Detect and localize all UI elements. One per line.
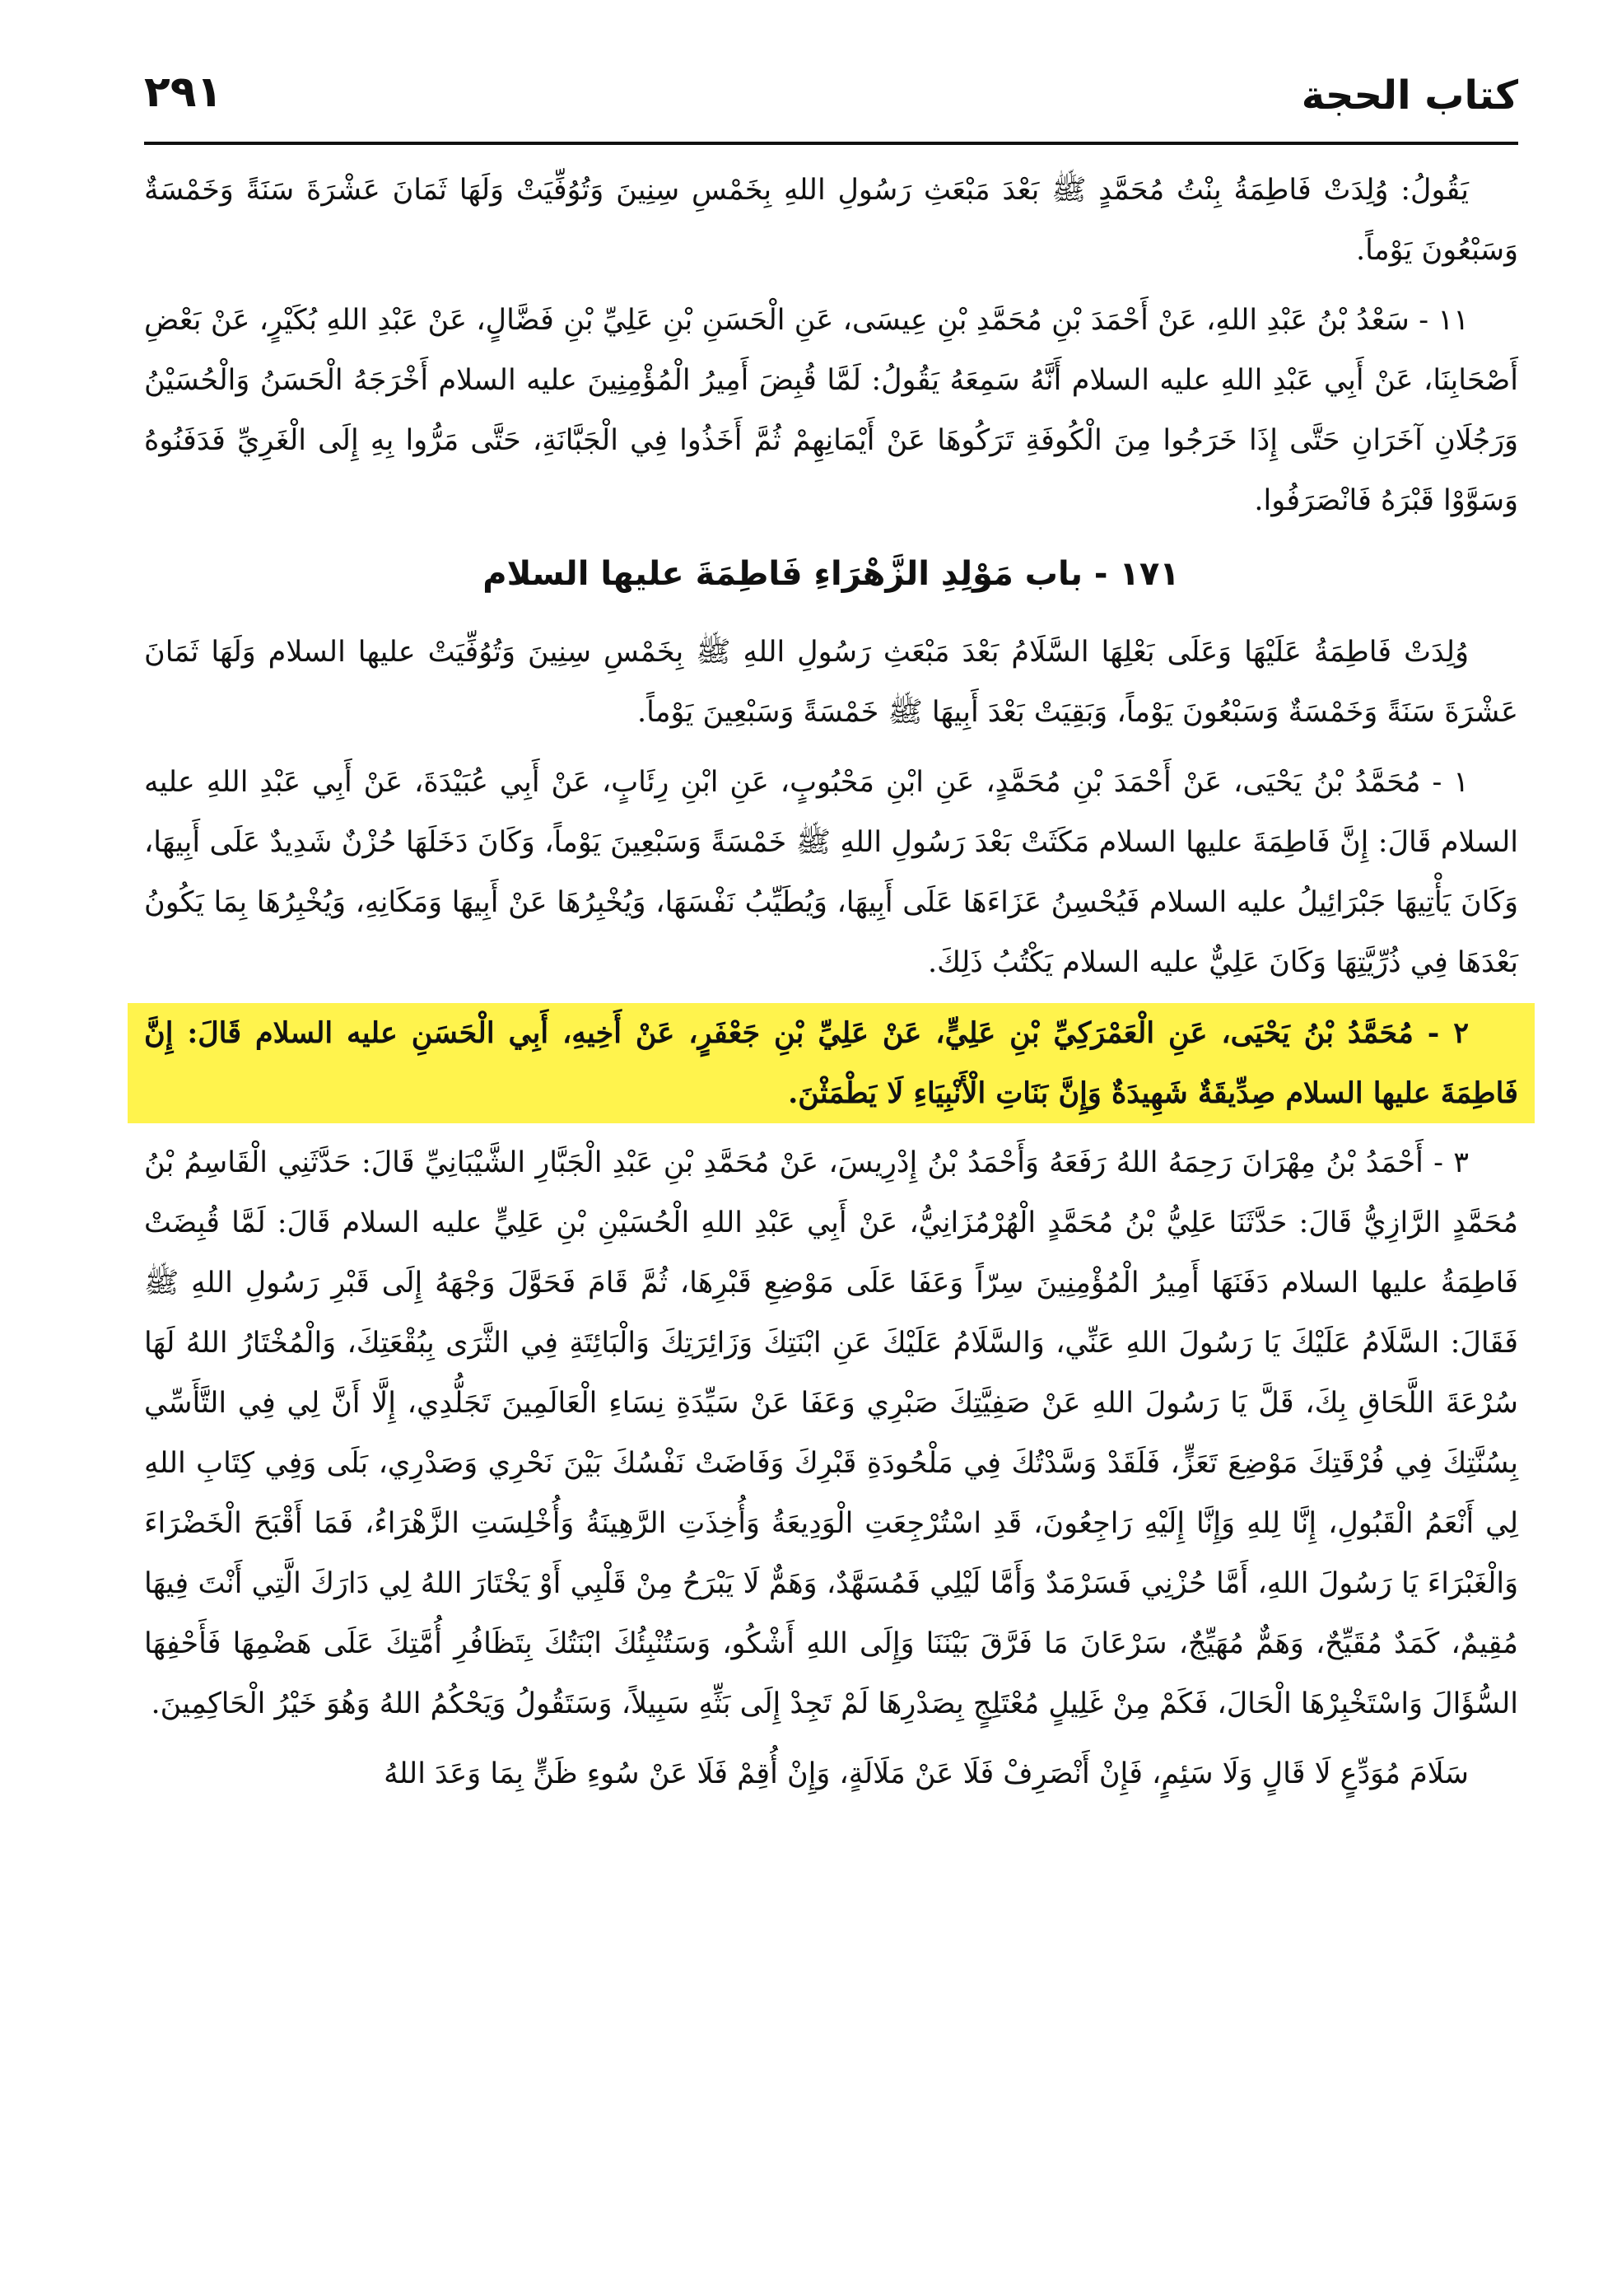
header-divider <box>144 142 1518 145</box>
chapter-title: ١٧١ - باب مَوْلِدِ الزَّهْرَاءِ فَاطِمَةَ عليها السلام <box>482 555 1180 593</box>
hadith-3: ٣ - أَحْمَدُ بْنُ مِهْرَانَ رَحِمَهُ اللهُ رَفَعَهُ وَأَحْمَدُ بْنُ إِدْرِيسَ، عَنْ مُحَمَّدِ بْنِ عَبْدِ الْجَبَّارِ الشَّيْبَانِيِّ قَالَ: حَدَّثَنِي الْقَاسِمُ بْنُ مُحَمَّدٍ الرَّازِيُّ قَالَ: حَدَّثَنَا عَلِيُّ بْنُ مُحَمَّدٍ الْهُرْمُزَانِيُّ، عَنْ أَبِي عَبْدِ اللهِ الْحُسَيْنِ بْنِ عَلِيٍّ عليه السلام قَالَ: لَمَّا قُبِضَتْ فَاطِمَةُ عليها السلام دَفَنَهَا أَمِيرُ الْمُؤْمِنِينَ سِرّاً وَعَفَا عَلَى مَوْضِعِ قَبْرِهَا، ثُمَّ قَامَ فَحَوَّلَ وَجْهَهُ إِلَى قَبْرِ رَسُولِ اللهِ ﷺ فَقَالَ: السَّلَامُ عَلَيْكَ يَا رَسُولَ اللهِ عَنِّي، وَالسَّلَامُ عَلَيْكَ عَنِ ابْنَتِكَ وَزَائِرَتِكَ وَالْبَائِتَةِ فِي الثَّرَى بِبُقْعَتِكَ، وَالْمُخْتَارُ اللهُ لَهَا سُرْعَةَ اللَّحَاقِ بِكَ، قَلَّ يَا رَسُولَ اللهِ عَنْ صَفِيَّتِكَ صَبْرِي وَعَفَا عَنْ سَيِّدَةِ نِسَاءِ الْعَالَمِينَ تَجَلُّدِي، إِلَّا أَنَّ لِي فِي التَّأَسِّي بِسُنَّتِكَ فِي فُرْقَتِكَ مَوْضِعَ تَعَزٍّ، فَلَقَدْ وَسَّدْتُكَ فِي مَلْحُودَةِ قَبْرِكَ وَفَاضَتْ نَفْسُكَ بَيْنَ نَحْرِي وَصَدْرِي، بَلَى وَفِي كِتَابِ اللهِ لِي أَنْعَمُ الْقَبُولِ، إِنَّا لِلهِ وَإِنَّا إِلَيْهِ رَاجِعُونَ، قَدِ اسْتُرْجِعَتِ الْوَدِيعَةُ وَأُخِذَتِ الرَّهِينَةُ وَأُخْلِسَتِ الزَّهْرَاءُ، فَمَا أَقْبَحَ الْخَضْرَاءَ وَالْغَبْرَاءَ يَا رَسُولَ اللهِ، أَمَّا حُزْنِي فَسَرْمَدٌ وَأَمَّا لَيْلِي فَمُسَهَّدٌ، وَهَمٌّ لَا يَبْرَحُ مِنْ قَلْبِي أَوْ يَخْتَارَ اللهُ لِي دَارَكَ الَّتِي أَنْتَ فِيهَا مُقِيمٌ، كَمَدٌ مُقَيِّحٌ، وَهَمٌّ مُهَيِّجٌ، سَرْعَانَ مَا فَرَّقَ بَيْنَنَا وَإِلَى اللهِ أَشْكُو، وَسَتُنْبِئُكَ ابْنَتُكَ بِتَظَافُرِ أُمَّتِكَ عَلَى هَضْمِهَا فَأَحْفِهَا السُّؤَالَ وَاسْتَخْبِرْهَا الْحَالَ، فَكَمْ مِنْ غَلِيلٍ مُعْتَلِجٍ بِصَدْرِهَا لَمْ تَجِدْ إِلَى بَثِّهِ سَبِيلاً، وَسَتَقُولُ وَيَحْكُمُ اللهُ وَهُوَ خَيْرُ الْحَاكِمِينَ. <box>144 1146 1519 1720</box>
chapter-intro: وُلِدَتْ فَاطِمَةُ عَلَيْهَا وَعَلَى بَعْلِهَا السَّلَامُ بَعْدَ مَبْعَثِ رَسُولِ اللهِ ﷺ بِخَمْسِ سِنِينَ وَتُوُفِّيَتْ عليها السلام وَلَهَا ثَمَانَ عَشْرَةَ سَنَةً وَخَمْسَةٌ وَسَبْعُونَ يَوْماً، وَبَقِيَتْ بَعْدَ أَبِيهَا ﷺ خَمْسَةً وَسَبْعِينَ يَوْماً. <box>144 636 1518 729</box>
hadith-3-continued: سَلَامَ مُوَدِّعٍ لَا قَالٍ وَلَا سَئِمٍ، فَإِنْ أَنْصَرِفْ فَلَا عَنْ مَلَالَةٍ، وَإِنْ أُقِمْ فَلَا عَنْ سُوءِ ظَنٍّ بِمَا وَعَدَ اللهُ <box>384 1757 1469 1790</box>
hadith-2-highlighted: ٢ - مُحَمَّدُ بْنُ يَحْيَى، عَنِ الْعَمْرَكِيِّ بْنِ عَلِيٍّ، عَنْ عَلِيِّ بْنِ جَعْفَرٍ، عَنْ أَخِيهِ، أَبِي الْحَسَنِ عليه السلام قَالَ: إِنَّ فَاطِمَةَ عليها السلام صِدِّيقَةٌ شَهِيدَةٌ وَإِنَّ بَنَاتِ الْأَنْبِيَاءِ لَا يَطْمَثْنَ. <box>128 1003 1535 1123</box>
page-number: ٢٩١ <box>144 68 223 117</box>
paragraph-intro: يَقُولُ: وُلِدَتْ فَاطِمَةُ بِنْتُ مُحَمَّدٍ ﷺ بَعْدَ مَبْعَثِ رَسُولِ اللهِ بِخَمْسِ سِنِينَ وَتُوُفِّيَتْ وَلَهَا ثَمَانَ عَشْرَةَ سَنَةً وَخَمْسَةٌ وَسَبْعُونَ يَوْماً. <box>144 174 1518 267</box>
page-header <box>144 58 1518 140</box>
hadith-1: ١ - مُحَمَّدُ بْنُ يَحْيَى، عَنْ أَحْمَدَ بْنِ مُحَمَّدٍ، عَنِ ابْنِ مَحْبُوبٍ، عَنِ ابْنِ رِئَابٍ، عَنْ أَبِي عُبَيْدَةَ، عَنْ أَبِي عَبْدِ اللهِ عليه السلام قَالَ: إِنَّ فَاطِمَةَ عليها السلام مَكَثَتْ بَعْدَ رَسُولِ اللهِ ﷺ خَمْسَةً وَسَبْعِينَ يَوْماً، وَكَانَ دَخَلَهَا حُزْنٌ شَدِيدٌ عَلَى أَبِيهَا، وَكَانَ يَأْتِيهَا جَبْرَائِيلُ عليه السلام فَيُحْسِنُ عَزَاءَهَا عَلَى أَبِيهَا، وَيُطَيِّبُ نَفْسَهَا، وَيُخْبِرُهَا عَنْ أَبِيهَا وَمَكَانِهِ، وَيُخْبِرُهَا بِمَا يَكُونُ بَعْدَهَا فِي ذُرِّيَّتِهَا وَكَانَ عَلِيٌّ عليه السلام يَكْتُبُ ذَلِكَ. <box>144 766 1518 979</box>
hadith-11: ١١ - سَعْدُ بْنُ عَبْدِ اللهِ، عَنْ أَحْمَدَ بْنِ مُحَمَّدِ بْنِ عِيسَى، عَنِ الْحَسَنِ بْنِ عَلِيِّ بْنِ فَضَّالٍ، عَنْ عَبْدِ اللهِ بُكَيْرٍ، عَنْ بَعْضِ أَصْحَابِنَا، عَنْ أَبِي عَبْدِ اللهِ عليه السلام أَنَّهُ سَمِعَهُ يَقُولُ: لَمَّا قُبِضَ أَمِيرُ الْمُؤْمِنِينَ عليه السلام أَخْرَجَهُ الْحَسَنُ وَالْحُسَيْنُ وَرَجُلَانِ آخَرَانِ حَتَّى إِذَا خَرَجُوا مِنَ الْكُوفَةِ تَرَكُوهَا عَنْ أَيْمَانِهِمْ ثُمَّ أَخَذُوا فِي الْجَبَّانَةِ، حَتَّى مَرُّوا بِهِ إِلَى الْغَرِيِّ فَدَفَنُوهُ وَسَوَّوْا قَبْرَهُ فَانْصَرَفُوا. <box>144 304 1518 517</box>
book-title: كتاب الحجة <box>1301 72 1518 119</box>
page-body <box>144 161 1518 1814</box>
